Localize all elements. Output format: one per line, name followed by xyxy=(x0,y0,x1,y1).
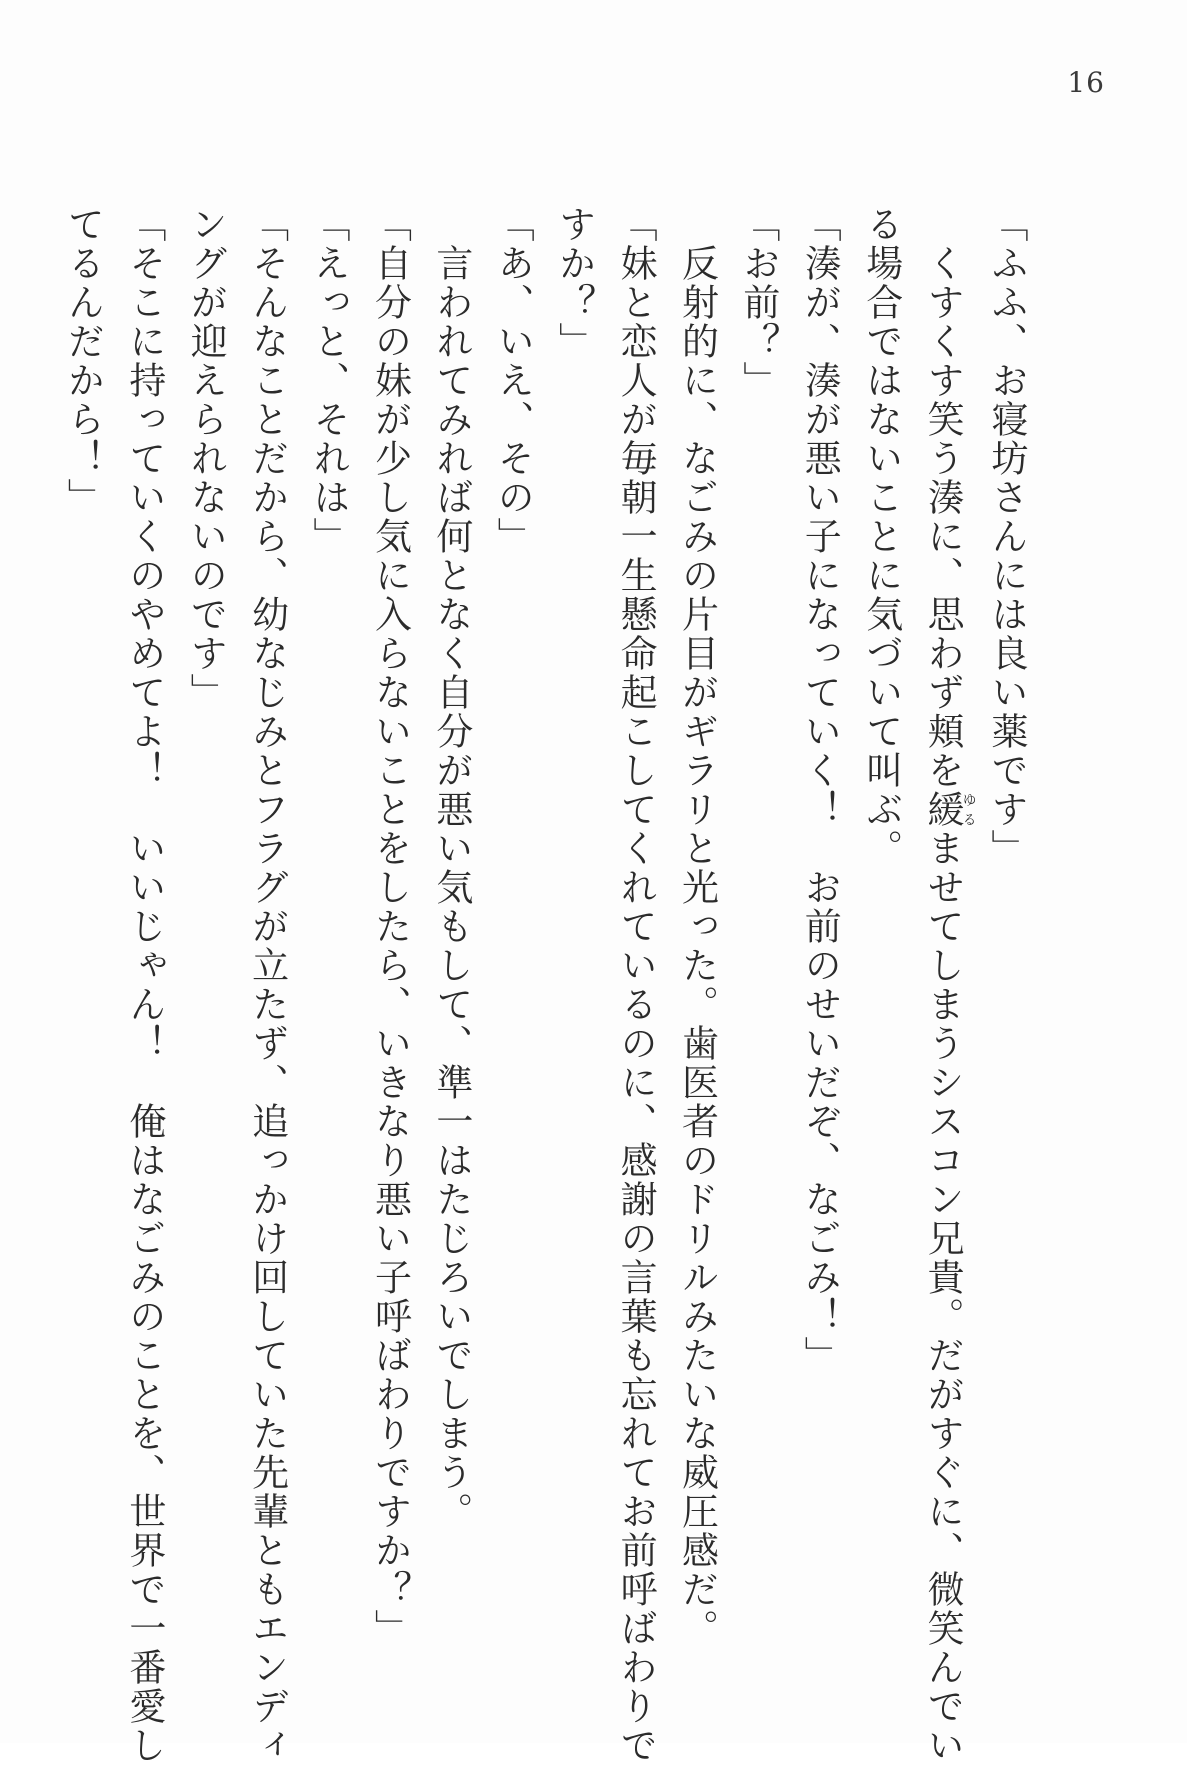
ruby-base: 緩 xyxy=(921,790,965,829)
text-line-13: 「そんなことだから、幼なじみとフラグが立たず、追っかけ回していた先輩ともエンディ xyxy=(245,205,289,1765)
text-line-3: る場合ではないことに気づいて叫ぶ。 xyxy=(859,205,903,868)
page-number: 16 xyxy=(1067,66,1105,99)
vertical-text-body xyxy=(61,205,1037,1765)
text-line-5: 「お前？」 xyxy=(736,205,780,400)
ruby-reading: ゆる xyxy=(960,790,977,829)
text-line-8: すか？」 xyxy=(552,205,596,361)
text-line-6: 反射的に、なごみの片目がギラリと光った。歯医者のドリルみたいな威圧感だ。 xyxy=(675,205,719,1648)
text-line-16: てるんだから！」 xyxy=(61,205,105,517)
ruby-word xyxy=(921,790,977,829)
text-line-2-end: ませてしまうシスコン兄貴。だがすぐに、微笑んでい xyxy=(921,829,965,1765)
text-line-1: 「ふふ、お寝坊さんには良い薬です」 xyxy=(985,205,1028,868)
text-line-14: ングが迎えられないのです」 xyxy=(184,205,228,712)
text-line-4: 「湊が、湊が悪い子になっていく！ お前のせいだぞ、なごみ！」 xyxy=(798,205,842,1375)
text-line-12: 「えっと、それは」 xyxy=(307,205,351,556)
text-line-10: 言われてみれば何となく自分が悪い気もして、準一はたじろいでしまう。 xyxy=(429,205,473,1531)
text-line-2-start: くすくす笑う湊に、思わず頬を xyxy=(921,205,965,790)
text-line-2 xyxy=(912,205,977,1765)
text-line-9: 「あ、いえ、その」 xyxy=(491,205,535,556)
text-line-15: 「そこに持っていくのやめてよ！ いいじゃん！ 俺はなごみのことを、世界で一番愛し xyxy=(122,205,166,1765)
text-line-7: 「妹と恋人が毎朝一生懸命起こしてくれているのに、感謝の言葉も忘れてお前呼ばわりで xyxy=(614,205,658,1765)
text-line-11: 「自分の妹が少し気に入らないことをしたら、いきなり悪い子呼ばわりですか？」 xyxy=(368,205,412,1648)
